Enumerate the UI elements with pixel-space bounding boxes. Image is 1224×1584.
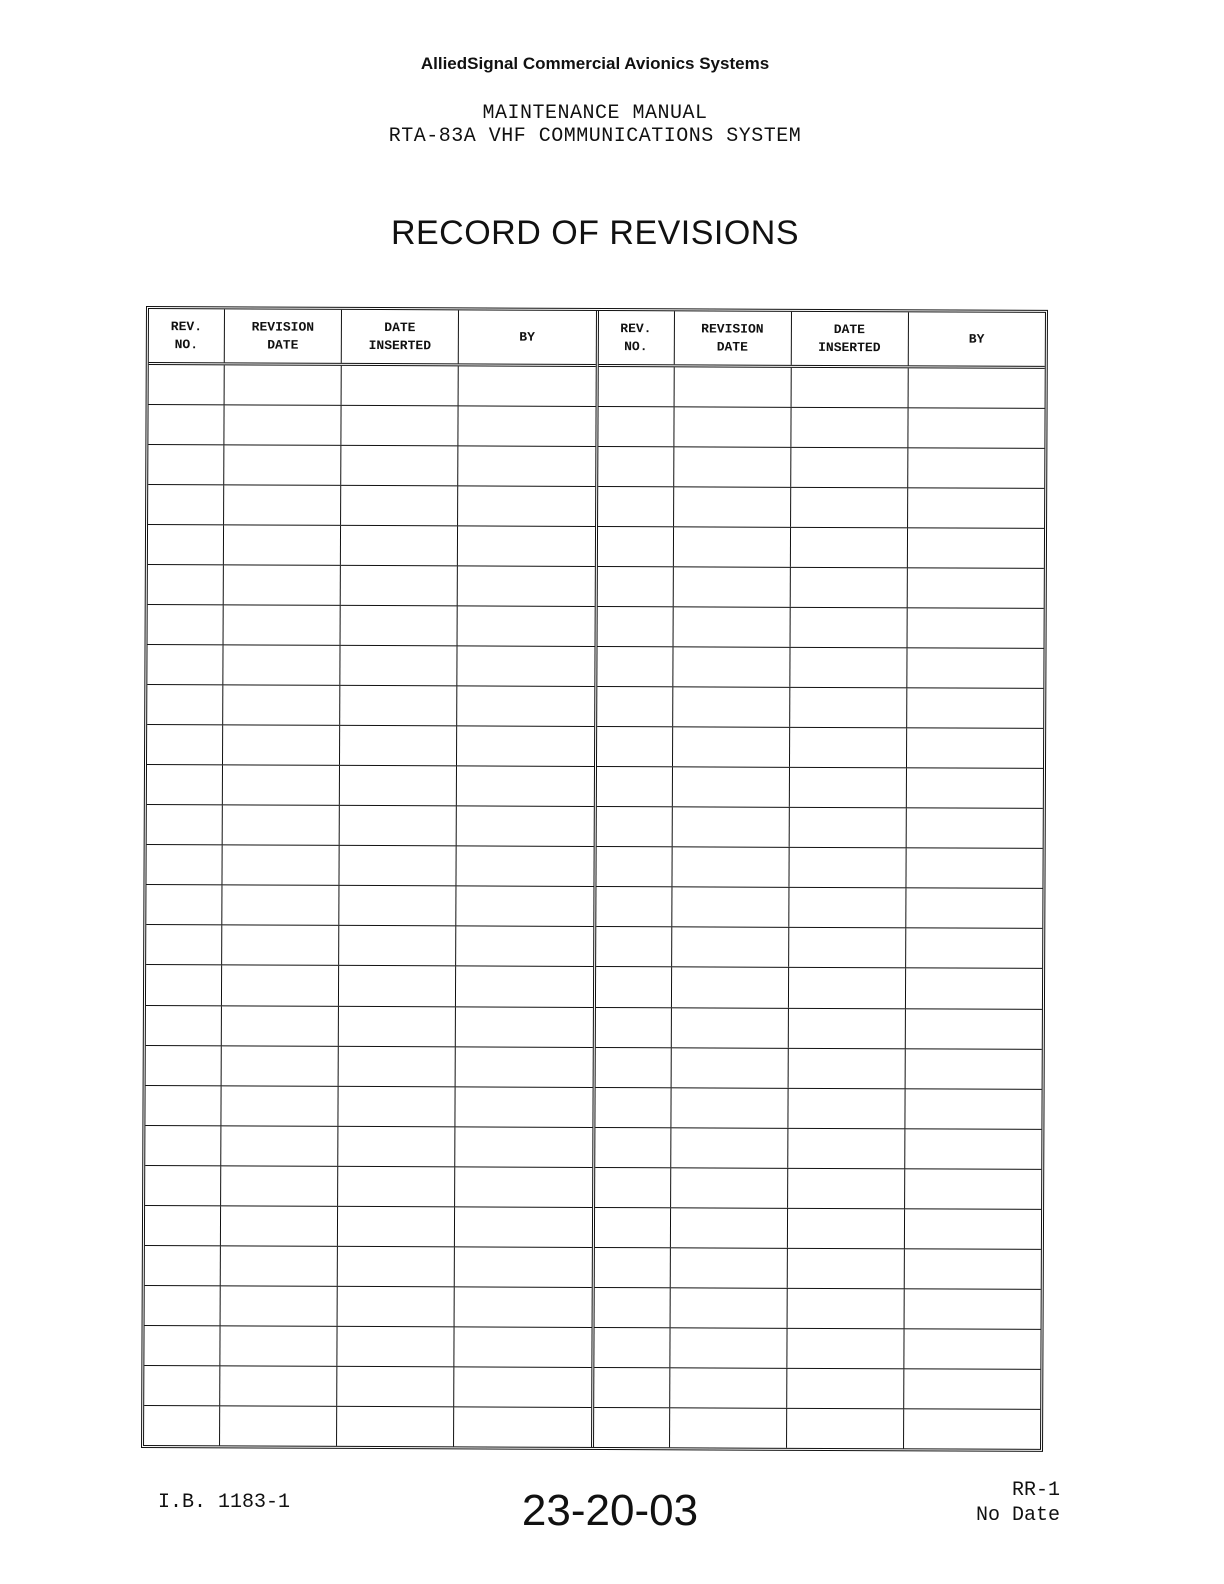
table-cell	[457, 807, 594, 847]
table-row	[145, 1246, 592, 1288]
table-cell	[789, 928, 906, 968]
table-cell	[907, 528, 1044, 568]
table-cell	[598, 367, 674, 406]
table-cell	[790, 528, 907, 568]
table-row	[596, 887, 1043, 929]
table-cell	[337, 1367, 454, 1407]
table-cell	[221, 1166, 338, 1206]
table-cell	[455, 1247, 592, 1287]
table-cell	[220, 1326, 337, 1366]
table-cell	[456, 887, 593, 927]
table-cell	[222, 966, 339, 1006]
table-cell	[671, 968, 788, 1008]
table-cell	[454, 1407, 591, 1447]
table-cell	[338, 1166, 455, 1206]
table-cell	[224, 525, 341, 565]
table-cell	[146, 1046, 222, 1085]
table-cell	[341, 566, 458, 606]
table-cell	[455, 1167, 592, 1207]
table-cell	[596, 767, 672, 806]
table-row	[596, 727, 1043, 769]
table-cell	[456, 847, 593, 887]
table-row	[595, 1168, 1042, 1210]
table-right-half	[594, 311, 1045, 1449]
table-cell	[339, 886, 456, 926]
table-cell	[147, 645, 223, 684]
table-cell	[597, 607, 673, 646]
table-cell	[906, 889, 1043, 929]
table-cell	[672, 768, 789, 808]
table-cell	[341, 446, 458, 486]
table-row	[595, 1047, 1042, 1089]
table-cell	[672, 848, 789, 888]
table-row	[145, 1206, 592, 1248]
table-row	[596, 767, 1043, 809]
table-cell	[340, 686, 457, 726]
table-cell	[907, 689, 1044, 729]
table-row	[149, 365, 596, 407]
table-row	[597, 567, 1044, 609]
table-row	[597, 647, 1044, 689]
table-cell	[790, 568, 907, 608]
table-row	[147, 685, 594, 727]
table-cell	[222, 886, 339, 926]
table-cell	[674, 367, 791, 407]
table-cell	[905, 1169, 1042, 1209]
table-cell	[223, 726, 340, 766]
table-row	[146, 965, 593, 1007]
table-row	[598, 407, 1045, 449]
table-cell	[597, 647, 673, 686]
table-cell	[458, 526, 595, 566]
table-cell	[145, 1166, 221, 1205]
table-cell	[596, 807, 672, 846]
table-cell	[670, 1368, 787, 1408]
table-cell	[455, 1287, 592, 1327]
table-cell	[598, 407, 674, 446]
table-cell	[905, 1009, 1042, 1049]
table-cell	[674, 407, 791, 447]
table-cell	[223, 766, 340, 806]
table-cell	[147, 725, 223, 764]
table-cell	[341, 606, 458, 646]
table-cell	[790, 648, 907, 688]
table-cell	[456, 927, 593, 967]
table-cell	[596, 847, 672, 886]
table-row	[147, 765, 594, 807]
table-cell	[342, 366, 459, 406]
table-cell	[224, 606, 341, 646]
table-cell	[670, 1248, 787, 1288]
table-cell	[791, 368, 908, 408]
table-cell	[671, 1048, 788, 1088]
page-title: RECORD OF REVISIONS	[390, 214, 800, 252]
table-cell	[338, 1247, 455, 1287]
table-cell	[146, 925, 222, 964]
table-cell	[144, 1406, 220, 1445]
table-cell	[149, 365, 225, 404]
table-cell	[788, 1128, 905, 1168]
table-row	[597, 607, 1044, 649]
table-cell	[224, 405, 341, 445]
table-cell	[338, 1207, 455, 1247]
table-cell	[673, 527, 790, 567]
table-cell	[341, 486, 458, 526]
table-cell	[221, 1086, 338, 1126]
table-row	[144, 1366, 591, 1408]
table-cell	[598, 487, 674, 526]
table-cell	[595, 967, 671, 1006]
table-cell	[145, 1206, 221, 1245]
table-cell	[907, 568, 1044, 608]
table-row	[148, 485, 595, 527]
table-row	[595, 1007, 1042, 1049]
table-cell	[907, 649, 1044, 689]
table-cell	[223, 806, 340, 846]
table-cell	[458, 486, 595, 526]
table-cell	[339, 966, 456, 1006]
table-cell	[145, 1246, 221, 1285]
table-cell	[225, 365, 342, 405]
table-row	[144, 1326, 591, 1368]
table-cell	[671, 1008, 788, 1048]
table-cell	[595, 1047, 671, 1086]
table-header	[149, 309, 596, 367]
table-cell	[222, 1046, 339, 1086]
table-cell	[221, 1206, 338, 1246]
table-row	[598, 367, 1045, 409]
table-cell	[224, 485, 341, 525]
table-cell	[144, 1326, 220, 1365]
table-cell	[594, 1368, 670, 1407]
table-cell	[144, 1366, 220, 1405]
table-left-half	[144, 309, 598, 1447]
header-revision-date: REVISION DATE	[674, 311, 791, 365]
table-cell	[594, 1288, 670, 1327]
table-cell	[457, 687, 594, 727]
table-cell	[457, 727, 594, 767]
table-cell	[597, 567, 673, 606]
table-cell	[148, 605, 224, 644]
doc-id: I.B. 1183-1	[158, 1491, 291, 1514]
table-cell	[671, 1168, 788, 1208]
table-cell	[788, 1168, 905, 1208]
table-cell	[341, 406, 458, 446]
header-by: BY	[519, 329, 535, 345]
table-cell	[456, 1047, 593, 1087]
table-row	[598, 447, 1045, 489]
table-row	[147, 725, 594, 767]
table-cell	[905, 969, 1042, 1009]
table-cell	[595, 1168, 671, 1207]
table-cell	[145, 1126, 221, 1165]
table-cell	[787, 1289, 904, 1329]
table-row	[145, 1086, 592, 1128]
table-row	[595, 1088, 1042, 1130]
table-cell	[341, 526, 458, 566]
table-cell	[595, 1128, 671, 1167]
table-cell	[670, 1328, 787, 1368]
table-cell	[594, 1328, 670, 1367]
table-row	[596, 847, 1043, 889]
table-row	[594, 1288, 1041, 1330]
table-cell	[788, 1008, 905, 1048]
table-cell	[339, 1046, 456, 1086]
table-cell	[338, 1287, 455, 1327]
table-cell	[790, 608, 907, 648]
table-row	[148, 405, 595, 447]
table-cell	[906, 929, 1043, 969]
table-row	[145, 1286, 592, 1328]
table-cell	[670, 1408, 787, 1448]
table-cell	[455, 1207, 592, 1247]
table-cell	[147, 805, 223, 844]
table-row	[596, 807, 1043, 849]
table-cell	[788, 1088, 905, 1128]
table-cell	[339, 846, 456, 886]
table-cell	[455, 1087, 592, 1127]
table-cell	[598, 447, 674, 486]
table-cell	[594, 1248, 670, 1287]
table-cell	[595, 1007, 671, 1046]
table-cell	[145, 1086, 221, 1125]
table-cell	[908, 488, 1045, 528]
table-cell	[904, 1289, 1041, 1329]
table-cell	[222, 926, 339, 966]
table-cell	[339, 926, 456, 966]
table-cell	[787, 1329, 904, 1369]
table-row	[145, 1166, 592, 1208]
header-revision-date: REVISION DATE	[225, 309, 342, 363]
table-cell	[222, 1006, 339, 1046]
table-cell	[596, 927, 672, 966]
table-cell	[788, 1048, 905, 1088]
table-cell	[147, 765, 223, 804]
revision-record-table	[141, 306, 1048, 1452]
table-cell	[595, 1088, 671, 1127]
table-cell	[787, 1409, 904, 1449]
table-cell	[454, 1367, 591, 1407]
table-cell	[789, 808, 906, 848]
chapter-number: 23-20-03	[521, 1486, 699, 1535]
table-cell	[224, 445, 341, 485]
table-row	[148, 445, 595, 487]
table-cell	[908, 448, 1045, 488]
table-cell	[789, 888, 906, 928]
table-row	[146, 925, 593, 967]
table-cell	[904, 1209, 1041, 1249]
table-cell	[906, 769, 1043, 809]
company-name: AlliedSignal Commercial Avionics Systems	[420, 54, 770, 73]
table-cell	[596, 887, 672, 926]
table-cell	[223, 686, 340, 726]
table-cell	[456, 967, 593, 1007]
table-row	[147, 645, 594, 687]
table-cell	[454, 1327, 591, 1367]
table-body	[144, 365, 595, 1447]
table-cell	[146, 965, 222, 1004]
table-row	[146, 845, 593, 887]
table-cell	[905, 1049, 1042, 1089]
table-row	[148, 605, 595, 647]
table-cell	[788, 968, 905, 1008]
table-cell	[673, 648, 790, 688]
table-cell	[455, 1127, 592, 1167]
table-cell	[224, 565, 341, 605]
table-cell	[337, 1327, 454, 1367]
table-row	[594, 1328, 1041, 1370]
table-cell	[673, 607, 790, 647]
table-row	[594, 1248, 1041, 1290]
table-cell	[791, 408, 908, 448]
table-cell	[148, 445, 224, 484]
table-cell	[672, 728, 789, 768]
table-cell	[146, 845, 222, 884]
table-cell	[221, 1286, 338, 1326]
table-cell	[789, 728, 906, 768]
table-cell	[148, 525, 224, 564]
header-date-inserted: DATE INSERTED	[791, 312, 908, 366]
table-cell	[670, 1208, 787, 1248]
table-cell	[670, 1288, 787, 1328]
table-row	[147, 805, 594, 847]
table-cell	[221, 1246, 338, 1286]
table-cell	[790, 688, 907, 728]
table-cell	[458, 567, 595, 607]
table-cell	[594, 1208, 670, 1247]
page-date: No Date	[975, 1504, 1060, 1527]
table-cell	[458, 446, 595, 486]
table-cell	[338, 1086, 455, 1126]
table-row	[596, 927, 1043, 969]
table-header	[598, 311, 1045, 369]
table-cell	[672, 928, 789, 968]
table-cell	[457, 647, 594, 687]
table-body	[594, 367, 1045, 1449]
table-cell	[906, 809, 1043, 849]
page-number: RR-1	[1011, 1479, 1060, 1502]
table-cell	[905, 1089, 1042, 1129]
table-cell	[789, 848, 906, 888]
table-cell	[148, 485, 224, 524]
table-row	[595, 967, 1042, 1009]
table-cell	[457, 767, 594, 807]
header-by: BY	[968, 331, 985, 347]
table-cell	[458, 607, 595, 647]
table-cell	[791, 448, 908, 488]
table-cell	[906, 849, 1043, 889]
table-cell	[147, 685, 223, 724]
table-cell	[145, 1286, 221, 1325]
table-row	[594, 1208, 1041, 1250]
page-info	[976, 1478, 1060, 1528]
table-cell	[596, 727, 672, 766]
table-cell	[340, 766, 457, 806]
table-row	[597, 687, 1044, 729]
table-cell	[672, 888, 789, 928]
table-cell	[597, 527, 673, 566]
table-cell	[674, 487, 791, 527]
table-row	[148, 525, 595, 567]
table-cell	[597, 687, 673, 726]
table-cell	[904, 1409, 1041, 1449]
table-cell	[146, 1006, 222, 1045]
table-cell	[340, 646, 457, 686]
table-cell	[672, 808, 789, 848]
manual-title: MAINTENANCE MANUAL	[482, 102, 708, 125]
table-cell	[673, 567, 790, 607]
table-cell	[789, 768, 906, 808]
table-cell	[220, 1406, 337, 1446]
table-row	[594, 1408, 1041, 1449]
table-cell	[908, 408, 1045, 448]
table-cell	[340, 726, 457, 766]
table-cell	[339, 1006, 456, 1046]
table-cell	[221, 1126, 338, 1166]
table-row	[146, 1046, 593, 1088]
table-cell	[908, 368, 1045, 408]
table-cell	[674, 447, 791, 487]
header-date-inserted: DATE INSERTED	[342, 310, 459, 364]
table-cell	[906, 729, 1043, 769]
header-rev-no: REV. NO.	[149, 309, 225, 362]
table-cell	[148, 405, 224, 444]
table-cell	[905, 1129, 1042, 1169]
table-cell	[671, 1088, 788, 1128]
table-cell	[223, 646, 340, 686]
table-cell	[673, 688, 790, 728]
table-cell	[907, 609, 1044, 649]
table-row	[146, 885, 593, 927]
system-title: RTA-83A VHF COMMUNICATIONS SYSTEM	[388, 125, 802, 148]
table-cell	[904, 1369, 1041, 1409]
table-cell	[787, 1248, 904, 1288]
table-row	[146, 1006, 593, 1048]
table-cell	[456, 1007, 593, 1047]
table-row	[595, 1128, 1042, 1170]
table-cell	[904, 1249, 1041, 1289]
table-cell	[220, 1366, 337, 1406]
table-row	[144, 1406, 591, 1447]
table-cell	[671, 1128, 788, 1168]
table-cell	[787, 1208, 904, 1248]
table-cell	[904, 1329, 1041, 1369]
table-cell	[222, 846, 339, 886]
table-row	[598, 487, 1045, 529]
table-cell	[146, 885, 222, 924]
table-cell	[594, 1408, 670, 1447]
table-row	[594, 1368, 1041, 1410]
table-cell	[791, 488, 908, 528]
table-row	[145, 1126, 592, 1168]
table-cell	[337, 1407, 454, 1447]
header-rev-no: REV. NO.	[598, 311, 674, 364]
table-cell	[459, 366, 596, 406]
table-cell	[338, 1126, 455, 1166]
table-cell	[787, 1369, 904, 1409]
table-cell	[148, 565, 224, 604]
table-row	[148, 565, 595, 607]
table-row	[597, 527, 1044, 569]
table-cell	[458, 406, 595, 446]
table-cell	[340, 806, 457, 846]
